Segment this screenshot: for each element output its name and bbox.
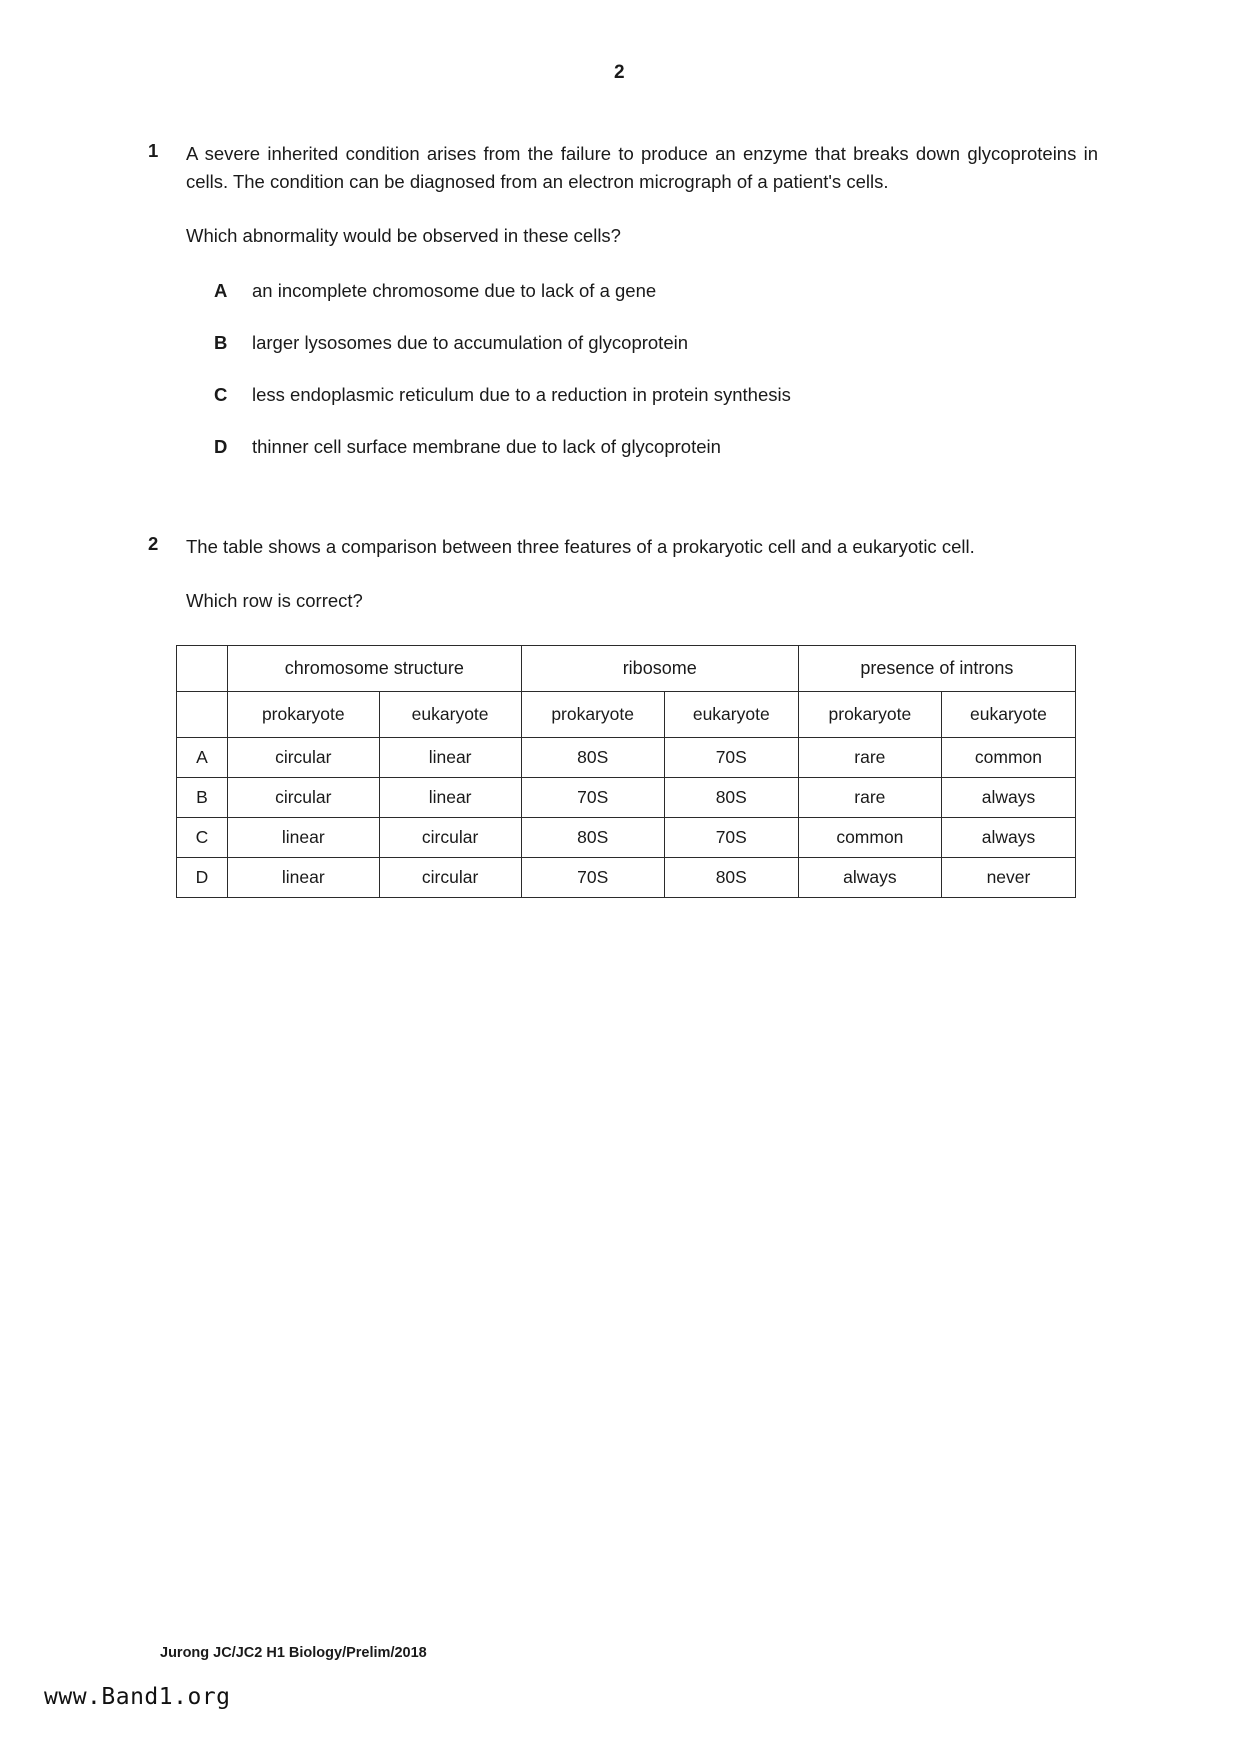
row-label-a: A xyxy=(177,737,228,777)
table-group-header-row xyxy=(177,645,1076,691)
cell-c-3: 80S xyxy=(521,817,664,857)
question-2-stem: The table shows a comparison between three features of a prokaryotic cell and a eukaryotic cell. xyxy=(186,535,975,557)
row-label-b: B xyxy=(177,777,228,817)
table-corner-cell-2 xyxy=(177,691,228,737)
table-row[interactable] xyxy=(177,777,1076,817)
cell-b-5: rare xyxy=(798,777,941,817)
option-d[interactable] xyxy=(214,434,1098,461)
question-1 xyxy=(148,140,1098,461)
page-content xyxy=(148,140,1098,932)
watermark-url: www.Band1.org xyxy=(44,1684,231,1710)
option-c[interactable] xyxy=(214,382,1098,409)
group-header-introns: presence of introns xyxy=(798,645,1075,691)
cell-a-4: 70S xyxy=(664,737,798,777)
comparison-table xyxy=(176,645,1076,898)
cell-b-6: always xyxy=(941,777,1075,817)
cell-c-1: linear xyxy=(228,817,380,857)
question-2-prompt: Which row is correct? xyxy=(186,589,363,611)
cell-d-6: never xyxy=(941,857,1075,897)
group-header-chromosome: chromosome structure xyxy=(228,645,522,691)
question-2 xyxy=(148,533,1098,898)
cell-b-3: 70S xyxy=(521,777,664,817)
cell-c-4: 70S xyxy=(664,817,798,857)
cell-d-4: 80S xyxy=(664,857,798,897)
option-b-letter: B xyxy=(214,332,228,354)
cell-a-2: linear xyxy=(379,737,521,777)
sub-header-3: prokaryote xyxy=(521,691,664,737)
sub-header-1: prokaryote xyxy=(228,691,380,737)
option-b-text: larger lysosomes due to accumulation of glycoprotein xyxy=(252,332,689,354)
question-2-body xyxy=(186,533,1098,615)
sub-header-5: prokaryote xyxy=(798,691,941,737)
cell-a-3: 80S xyxy=(521,737,664,777)
cell-d-2: circular xyxy=(379,857,521,897)
question-2-number: 2 xyxy=(148,532,159,554)
question-1-stem: A severe inherited condition arises from the failure to produce an enzyme that breaks down glycoproteins in cells. The condition can be diagnosed from an electron micrograph of a patient's cells. xyxy=(186,143,1098,193)
cell-a-1: circular xyxy=(228,737,380,777)
cell-c-2: circular xyxy=(379,817,521,857)
option-a[interactable] xyxy=(214,278,1098,305)
option-d-letter: D xyxy=(214,435,228,457)
table-row[interactable] xyxy=(177,817,1076,857)
cell-b-2: linear xyxy=(379,777,521,817)
cell-c-6: always xyxy=(941,817,1075,857)
row-label-d: D xyxy=(177,857,228,897)
option-d-text: thinner cell surface membrane due to lack of glycoprotein xyxy=(252,435,721,457)
cell-d-1: linear xyxy=(228,857,380,897)
question-1-options xyxy=(214,278,1098,460)
option-a-letter: A xyxy=(214,280,228,302)
sub-header-4: eukaryote xyxy=(664,691,798,737)
group-header-ribosome: ribosome xyxy=(521,645,798,691)
question-1-number: 1 xyxy=(148,140,159,161)
table-header xyxy=(177,645,1076,737)
document-footer: Jurong JC/JC2 H1 Biology/Prelim/2018 xyxy=(160,1645,427,1661)
option-a-text: an incomplete chromosome due to lack of a gene xyxy=(252,280,657,302)
table-corner-cell xyxy=(177,645,228,691)
question-1-prompt: Which abnormality would be observed in these cells? xyxy=(186,225,621,247)
option-c-text: less endoplasmic reticulum due to a reduction in protein synthesis xyxy=(252,383,791,405)
table-row[interactable] xyxy=(177,737,1076,777)
table-sub-header-row xyxy=(177,691,1076,737)
option-b[interactable] xyxy=(214,330,1098,357)
cell-b-1: circular xyxy=(228,777,380,817)
question-1-body xyxy=(186,140,1098,461)
cell-d-5: always xyxy=(798,857,941,897)
table-body xyxy=(177,737,1076,897)
cell-c-5: common xyxy=(798,817,941,857)
sub-header-6: eukaryote xyxy=(941,691,1075,737)
sub-header-2: eukaryote xyxy=(379,691,521,737)
table-row[interactable] xyxy=(177,857,1076,897)
cell-a-6: common xyxy=(941,737,1075,777)
row-label-c: C xyxy=(177,817,228,857)
cell-d-3: 70S xyxy=(521,857,664,897)
cell-a-5: rare xyxy=(798,737,941,777)
cell-b-4: 80S xyxy=(664,777,798,817)
option-c-letter: C xyxy=(214,383,228,405)
page-number: 2 xyxy=(613,62,626,83)
